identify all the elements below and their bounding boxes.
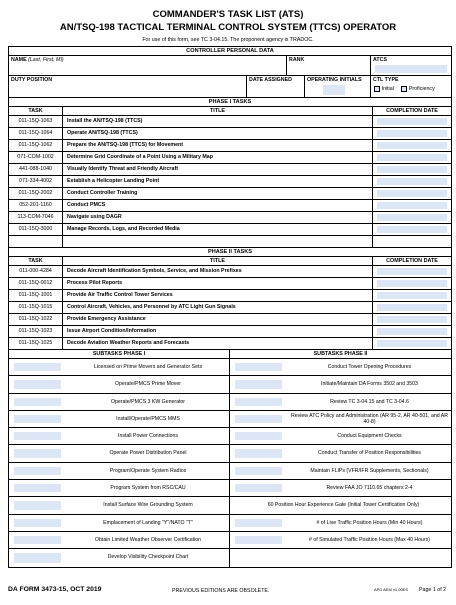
phase1-col-task: TASK — [9, 107, 63, 115]
task-title: Manage Records, Logs, and Recorded Media — [63, 224, 373, 235]
table-row — [9, 152, 451, 164]
task-number: 011-15Q-1025 — [9, 338, 63, 349]
subtask-date-input[interactable] — [235, 398, 282, 406]
subtask-date-input[interactable] — [235, 415, 282, 423]
ctl-type-label: CTL TYPE — [373, 77, 399, 83]
task-number: 011-15Q-1001 — [9, 290, 63, 301]
atcs-label: ATCS — [373, 57, 388, 63]
phase1-col-date: COMPLETION DATE — [386, 108, 438, 114]
task-title: Operate AN/TSQ-198 (TTCS) — [63, 128, 373, 139]
subtask-date-input[interactable] — [14, 398, 61, 406]
subtask-label: Develop Visibility Checkpoint Chart — [107, 554, 189, 561]
form-note: For use of this form, see TC 3-04.15. The proponent agency is TRADOC. — [142, 37, 314, 43]
completion-date-input[interactable] — [377, 178, 447, 185]
phase2-column-headers — [9, 257, 451, 266]
task-number: 011-15Q-1062 — [9, 140, 63, 151]
form-id: DA FORM 3473-15, OCT 2019 — [8, 586, 102, 593]
subtask-date-input[interactable] — [14, 484, 61, 492]
table-row — [9, 200, 451, 212]
form-title: COMMANDER'S TASK LIST (ATS) — [152, 9, 304, 20]
subtask-date-input[interactable] — [235, 484, 282, 492]
rank-field[interactable] — [287, 56, 371, 75]
completion-date-input[interactable] — [377, 304, 447, 311]
task-number: 052-201-1160 — [9, 200, 63, 211]
subtask-row — [9, 359, 451, 376]
subtask-row — [9, 376, 451, 393]
task-number: 441-088-1040 — [9, 164, 63, 175]
phase2-heading: PHASE II TASKS — [9, 248, 451, 257]
subtask-row — [9, 549, 451, 566]
operating-initials-input[interactable] — [323, 85, 345, 95]
operating-initials-label: OPERATING INITIALS — [307, 77, 362, 83]
ctl-type-options — [374, 86, 435, 92]
subtask-date-input[interactable] — [14, 432, 61, 440]
task-number: 011-15Q-2002 — [9, 188, 63, 199]
subtask-label: Program/Operate System Radios — [109, 467, 187, 474]
completion-date-input[interactable] — [377, 166, 447, 173]
task-title: Issue Airport Condition/Information — [63, 326, 373, 337]
subtask-date-input[interactable] — [14, 467, 61, 475]
table-row — [9, 116, 451, 128]
completion-date-input[interactable] — [377, 118, 447, 125]
completion-date-input[interactable] — [377, 328, 447, 335]
subtask-date-input[interactable] — [235, 432, 282, 440]
task-number: 011-15Q-1022 — [9, 314, 63, 325]
completion-date-input[interactable] — [377, 280, 447, 287]
subtask-label: Install/Operate/PMCS MMS — [116, 415, 180, 422]
completion-date-input[interactable] — [377, 292, 447, 299]
task-number: 011-15Q-3000 — [9, 224, 63, 235]
subtasks-phase1-heading: SUBTASKS PHASE I — [9, 350, 230, 358]
table-row — [9, 140, 451, 152]
subtask-label: Conduct Tower Opening Procedures — [327, 364, 412, 370]
task-number: 011-15Q-1064 — [9, 128, 63, 139]
subtask-date-input[interactable] — [235, 467, 282, 475]
subtask-label: Initiate/Maintain DA Forms 3502 and 3503 — [321, 381, 418, 388]
table-row — [9, 212, 451, 224]
subtasks-headers — [9, 350, 451, 359]
personal-data-heading: CONTROLLER PERSONAL DATA — [9, 47, 451, 56]
phase2-col-date: COMPLETION DATE — [386, 258, 438, 264]
editions-note: PREVIOUS EDITIONS ARE OBSOLETE. — [172, 588, 270, 594]
subtask-label: Licensed on Prime Movers and Generator Sets — [93, 364, 203, 370]
task-number: 113-COM-7046 — [9, 212, 63, 223]
subtasks-phase2-heading: SUBTASKS PHASE II — [313, 351, 368, 357]
subtask-label: # of Live Traffic Position Hours (Min 40 Hours) — [316, 519, 423, 526]
subtask-label: Install Surface Wire Grounding System — [103, 502, 193, 509]
completion-date-input[interactable] — [377, 316, 447, 323]
ctl-type-field — [371, 76, 451, 97]
table-row — [9, 302, 451, 314]
table-row — [9, 224, 451, 236]
table-row — [9, 314, 451, 326]
subtask-label: Review ATC Policy and Administration (AR 95-2, AR 40-501, and AR 40-8) — [290, 412, 449, 425]
completion-date-input[interactable] — [377, 226, 447, 233]
page-number: Page 1 of 2 — [419, 587, 447, 593]
subtask-row — [9, 463, 451, 480]
duty-position-field[interactable] — [9, 76, 247, 97]
task-number: 071-COM-1002 — [9, 152, 63, 163]
task-title: Provide Air Traffic Control Tower Services — [63, 290, 373, 301]
phase2-col-task: TASK — [9, 257, 63, 265]
task-title: Conduct PMCS — [63, 200, 373, 211]
subtask-row — [9, 445, 451, 462]
phase1-rows — [9, 116, 451, 248]
phase1-column-headers — [9, 107, 451, 116]
subtask-label: Review FAA JO 7110.65 chapters 2-4 — [326, 485, 413, 492]
subtask-date-input[interactable] — [14, 553, 61, 562]
subtask-label: Emplacement of Landing "Y"/NATO "T" — [103, 519, 193, 526]
task-title: Decode Aircraft Identification Symbols, Service, and Mission Prefixes — [63, 266, 373, 277]
task-title: Process Pilot Reports — [63, 278, 373, 289]
subtask-date-input[interactable] — [14, 363, 61, 371]
subtask-row — [9, 394, 451, 411]
form-subtitle: AN/TSQ-198 TACTICAL TERMINAL CONTROL SYSTEM (TTCS) OPERATOR — [59, 22, 397, 33]
phase1-heading: PHASE I TASKS — [9, 98, 451, 107]
duty-position-label: DUTY POSITION — [11, 77, 53, 83]
phase2-rows — [9, 266, 451, 350]
subtask-label: 60 Position Hour Experience Gate (Initial Tower Certification Only) — [267, 502, 420, 509]
subtasks-rows — [9, 359, 451, 567]
task-title: Visually Identify Threat and Friendly Aircraft — [63, 164, 373, 175]
subtask-label: Install Power Connections — [118, 433, 178, 440]
table-row — [9, 278, 451, 290]
task-number: 011-000-4284 — [9, 266, 63, 277]
task-number: 071-334-4002 — [9, 176, 63, 187]
subtask-date-input[interactable] — [14, 380, 61, 388]
date-assigned-field[interactable] — [247, 76, 305, 97]
subtask-label: Conduct Transfer of Position Responsibilities — [318, 450, 421, 457]
subtask-label: Operate Power Distribution Panel — [109, 450, 187, 457]
subtask-date-input[interactable] — [235, 519, 282, 527]
task-title: Determine Grid Coordinate of a Point Using a Military Map — [63, 152, 373, 163]
subtask-date-input[interactable] — [14, 501, 61, 509]
subtask-label: Review TC 3-04.15 and TC 3-04.6 — [330, 398, 409, 405]
subtask-label: Program System from RSC/CAU — [110, 485, 186, 492]
rank-label: RANK — [289, 57, 305, 63]
task-number: 011-15Q-0012 — [9, 278, 63, 289]
operating-initials-field[interactable] — [305, 76, 371, 97]
completion-date-input[interactable] — [377, 340, 447, 347]
initial-label: Initial — [381, 86, 394, 92]
phase2-col-title: TITLE — [63, 257, 373, 265]
subtask-date-input[interactable] — [235, 380, 282, 388]
table-row — [9, 290, 451, 302]
subtask-label: Operate/PMCS 3 KW Generator — [110, 398, 186, 405]
subtask-label: # of Simulated Traffic Position Hours (Max 40 Hours) — [309, 536, 430, 543]
completion-date-input[interactable] — [377, 214, 447, 221]
subtask-row — [9, 480, 451, 497]
personal-row-2 — [9, 76, 451, 98]
table-row — [9, 176, 451, 188]
task-number: 011-15Q-1063 — [9, 116, 63, 127]
subtask-row — [9, 515, 451, 532]
task-number: 011-15Q-1023 — [9, 326, 63, 337]
initial-checkbox[interactable] — [374, 86, 380, 92]
name-field[interactable] — [9, 56, 287, 75]
subtask-date-input[interactable] — [235, 449, 282, 457]
subtask-date-input[interactable] — [14, 519, 61, 527]
proficiency-checkbox[interactable] — [401, 86, 407, 92]
completion-date-input[interactable] — [377, 190, 447, 197]
task-title: Install the AN/TSQ-198 (TTCS) — [63, 116, 373, 127]
completion-date-input[interactable] — [377, 142, 447, 149]
atcs-input[interactable] — [375, 65, 447, 73]
task-title: Prepare the AN/TSQ-198 (TTCS) for Movement — [63, 140, 373, 151]
personal-row-1 — [9, 56, 451, 76]
subtask-label: Operate/PMCS Prime Mover — [114, 381, 181, 388]
subtask-date-input[interactable] — [14, 536, 61, 544]
subtask-date-input[interactable] — [235, 363, 282, 371]
task-title: Control Aircraft, Vehicles, and Personnel by ATC Light Gun Signals — [63, 302, 373, 313]
subtask-label: Conduct Equipment Checks — [337, 433, 402, 440]
form-body — [8, 46, 452, 568]
subtask-date-input[interactable] — [14, 415, 61, 423]
subtask-label: Obtain Limited Weather Observer Certification — [94, 536, 201, 543]
name-label: NAME — [11, 57, 27, 63]
subtask-label: Maintain FLIPs (VFR/IFR Supplements, Sectionals) — [310, 467, 429, 474]
apd-version: APD AEM v1.00ES — [374, 587, 409, 592]
name-hint: (Last, First, MI) — [28, 57, 64, 63]
task-title: Provide Emergency Assistance — [63, 314, 373, 325]
completion-date-input[interactable] — [377, 154, 447, 161]
phase1-col-title: TITLE — [63, 107, 373, 115]
completion-date-input[interactable] — [377, 130, 447, 137]
table-row — [9, 128, 451, 140]
task-number: 011-15Q-1015 — [9, 302, 63, 313]
subtask-row — [9, 411, 451, 428]
subtask-row — [9, 532, 451, 549]
table-row — [9, 266, 451, 278]
table-row — [9, 188, 451, 200]
date-assigned-label: DATE ASSIGNED — [249, 77, 292, 83]
completion-date-input[interactable] — [377, 268, 447, 275]
task-title: Establish a Helicopter Landing Point — [63, 176, 373, 187]
completion-date-input[interactable] — [377, 202, 447, 209]
subtask-date-input[interactable] — [14, 449, 61, 457]
task-title: Decode Aviation Weather Reports and Forecasts — [63, 338, 373, 349]
table-row-blank — [9, 236, 451, 248]
table-row — [9, 338, 451, 350]
task-title: Conduct Controller Training — [63, 188, 373, 199]
subtask-date-input[interactable] — [235, 536, 282, 544]
subtask-row — [9, 428, 451, 445]
table-row — [9, 164, 451, 176]
proficiency-label: Proficiency — [408, 86, 435, 92]
atcs-field[interactable] — [371, 56, 451, 75]
table-row — [9, 326, 451, 338]
subtask-row — [9, 497, 451, 514]
task-title: Navigate using DAGR — [63, 212, 373, 223]
